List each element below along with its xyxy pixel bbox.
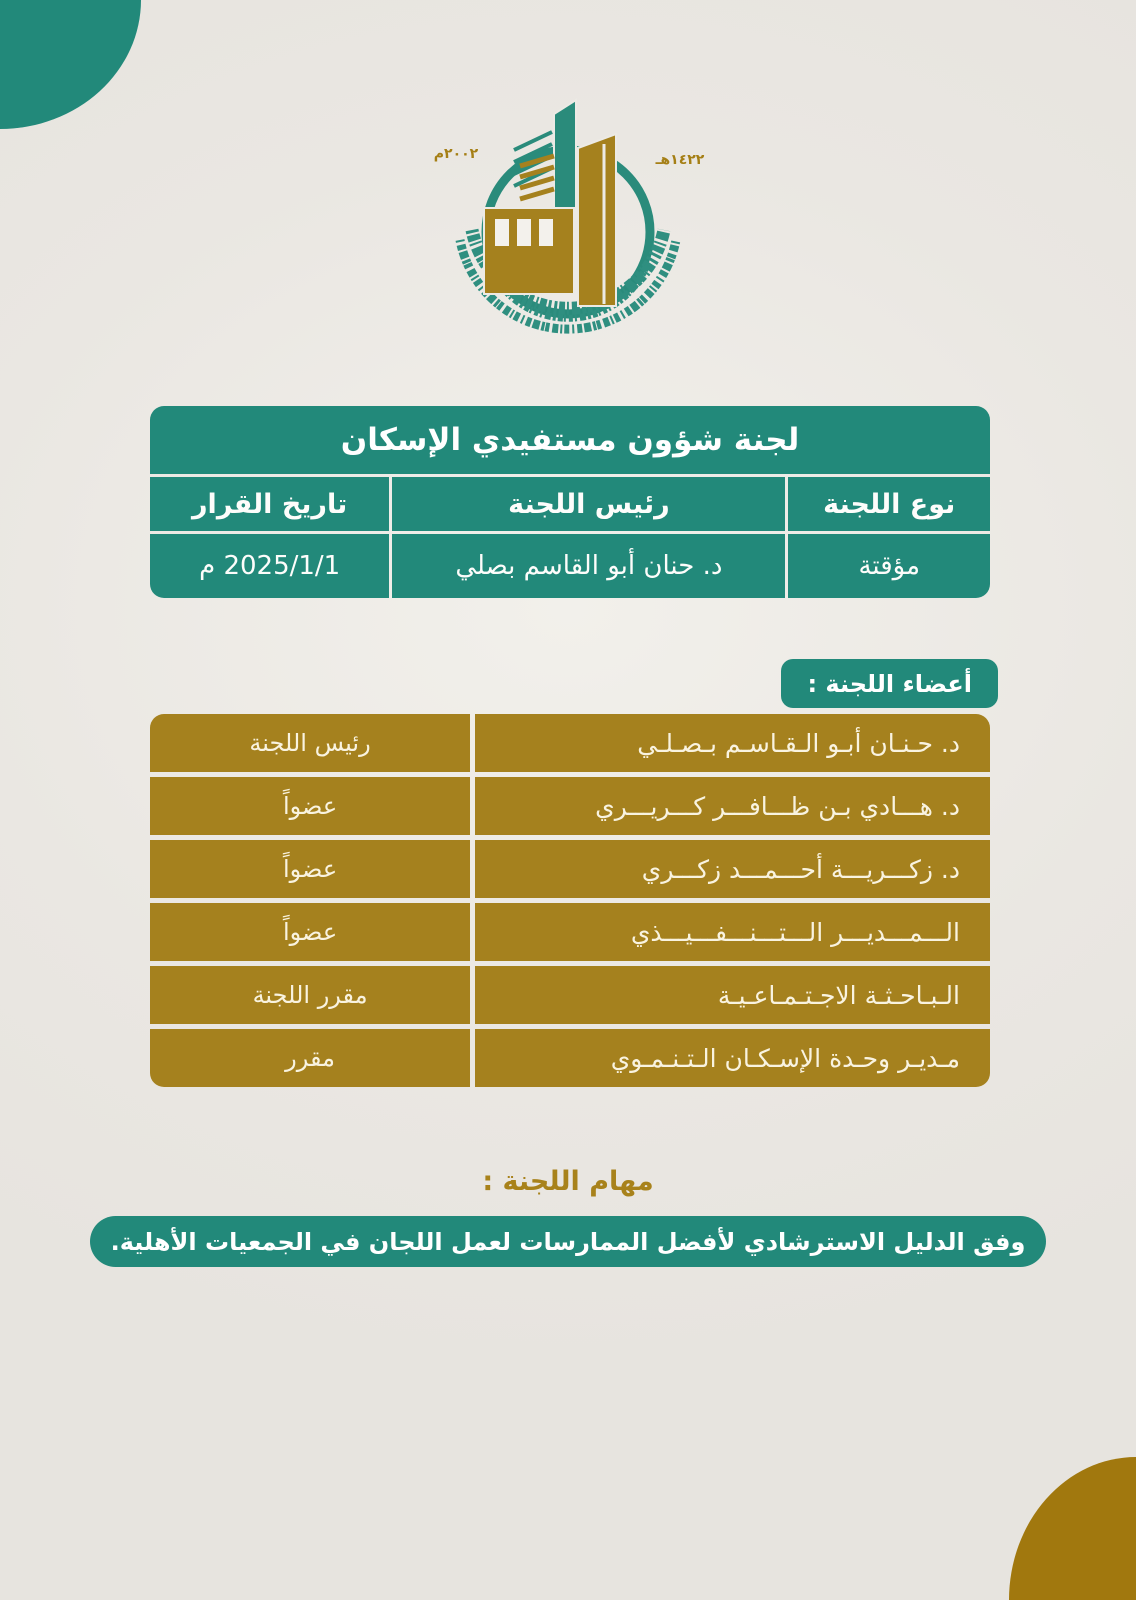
logo-year-hijri: ١٤٢٢هـ xyxy=(655,152,705,168)
committee-chair-value: د. حنان أبو القاسم بصلي xyxy=(392,534,785,598)
logo-buildings xyxy=(484,100,616,306)
members-table xyxy=(150,714,990,1087)
member-role-cell: عضواً xyxy=(150,777,470,835)
committee-summary-table xyxy=(150,406,990,598)
org-logo-graphic xyxy=(398,92,738,364)
decision-date-value: 2025/1/1 م xyxy=(150,534,389,598)
member-name-cell: د. هـــادي بـن ظـــافـــر كـــريـــري xyxy=(475,777,990,835)
column-header-decision-date: تاريخ القرار xyxy=(150,477,389,531)
member-name-cell: الـــمـــديـــر الـــتـــنـــفـــيـــذي xyxy=(475,903,990,961)
member-role-cell: رئيس اللجنة xyxy=(150,714,470,772)
logo-year-gregorian: ٢٠٠٢م xyxy=(433,146,479,162)
committee-title: لجنة شؤون مستفيدي الإسكان xyxy=(150,406,990,474)
corner-decoration-bottom-right xyxy=(1009,1457,1136,1600)
member-role-cell: مقرر اللجنة xyxy=(150,966,470,1024)
tasks-banner: وفق الدليل الاسترشادي لأفضل الممارسات لعمل اللجان في الجمعيات الأهلية. xyxy=(90,1216,1046,1267)
members-section-heading: أعضاء اللجنة : xyxy=(781,659,998,708)
member-role-cell: عضواً xyxy=(150,903,470,961)
committee-type-value: مؤقتة xyxy=(788,534,990,598)
member-name-cell: الـبـاحـثـة الاجـتـمـاعـيـة xyxy=(475,966,990,1024)
member-role-cell: مقرر xyxy=(150,1029,470,1087)
column-header-committee-type: نوع اللجنة xyxy=(788,477,990,531)
column-header-committee-chair: رئيس اللجنة xyxy=(392,477,785,531)
tasks-section-heading: مهام اللجنة : xyxy=(482,1166,654,1197)
org-logo xyxy=(398,92,738,364)
member-name-cell: د. زكـــريـــة أحـــمـــد زكـــري xyxy=(475,840,990,898)
member-name-cell: د. حـنـان أبـو الـقـاسـم بـصـلـي xyxy=(475,714,990,772)
member-role-cell: عضواً xyxy=(150,840,470,898)
member-name-cell: مـديـر وحـدة الإسـكـان الـتـنـمـوي xyxy=(475,1029,990,1087)
corner-decoration-top-left xyxy=(0,0,141,129)
